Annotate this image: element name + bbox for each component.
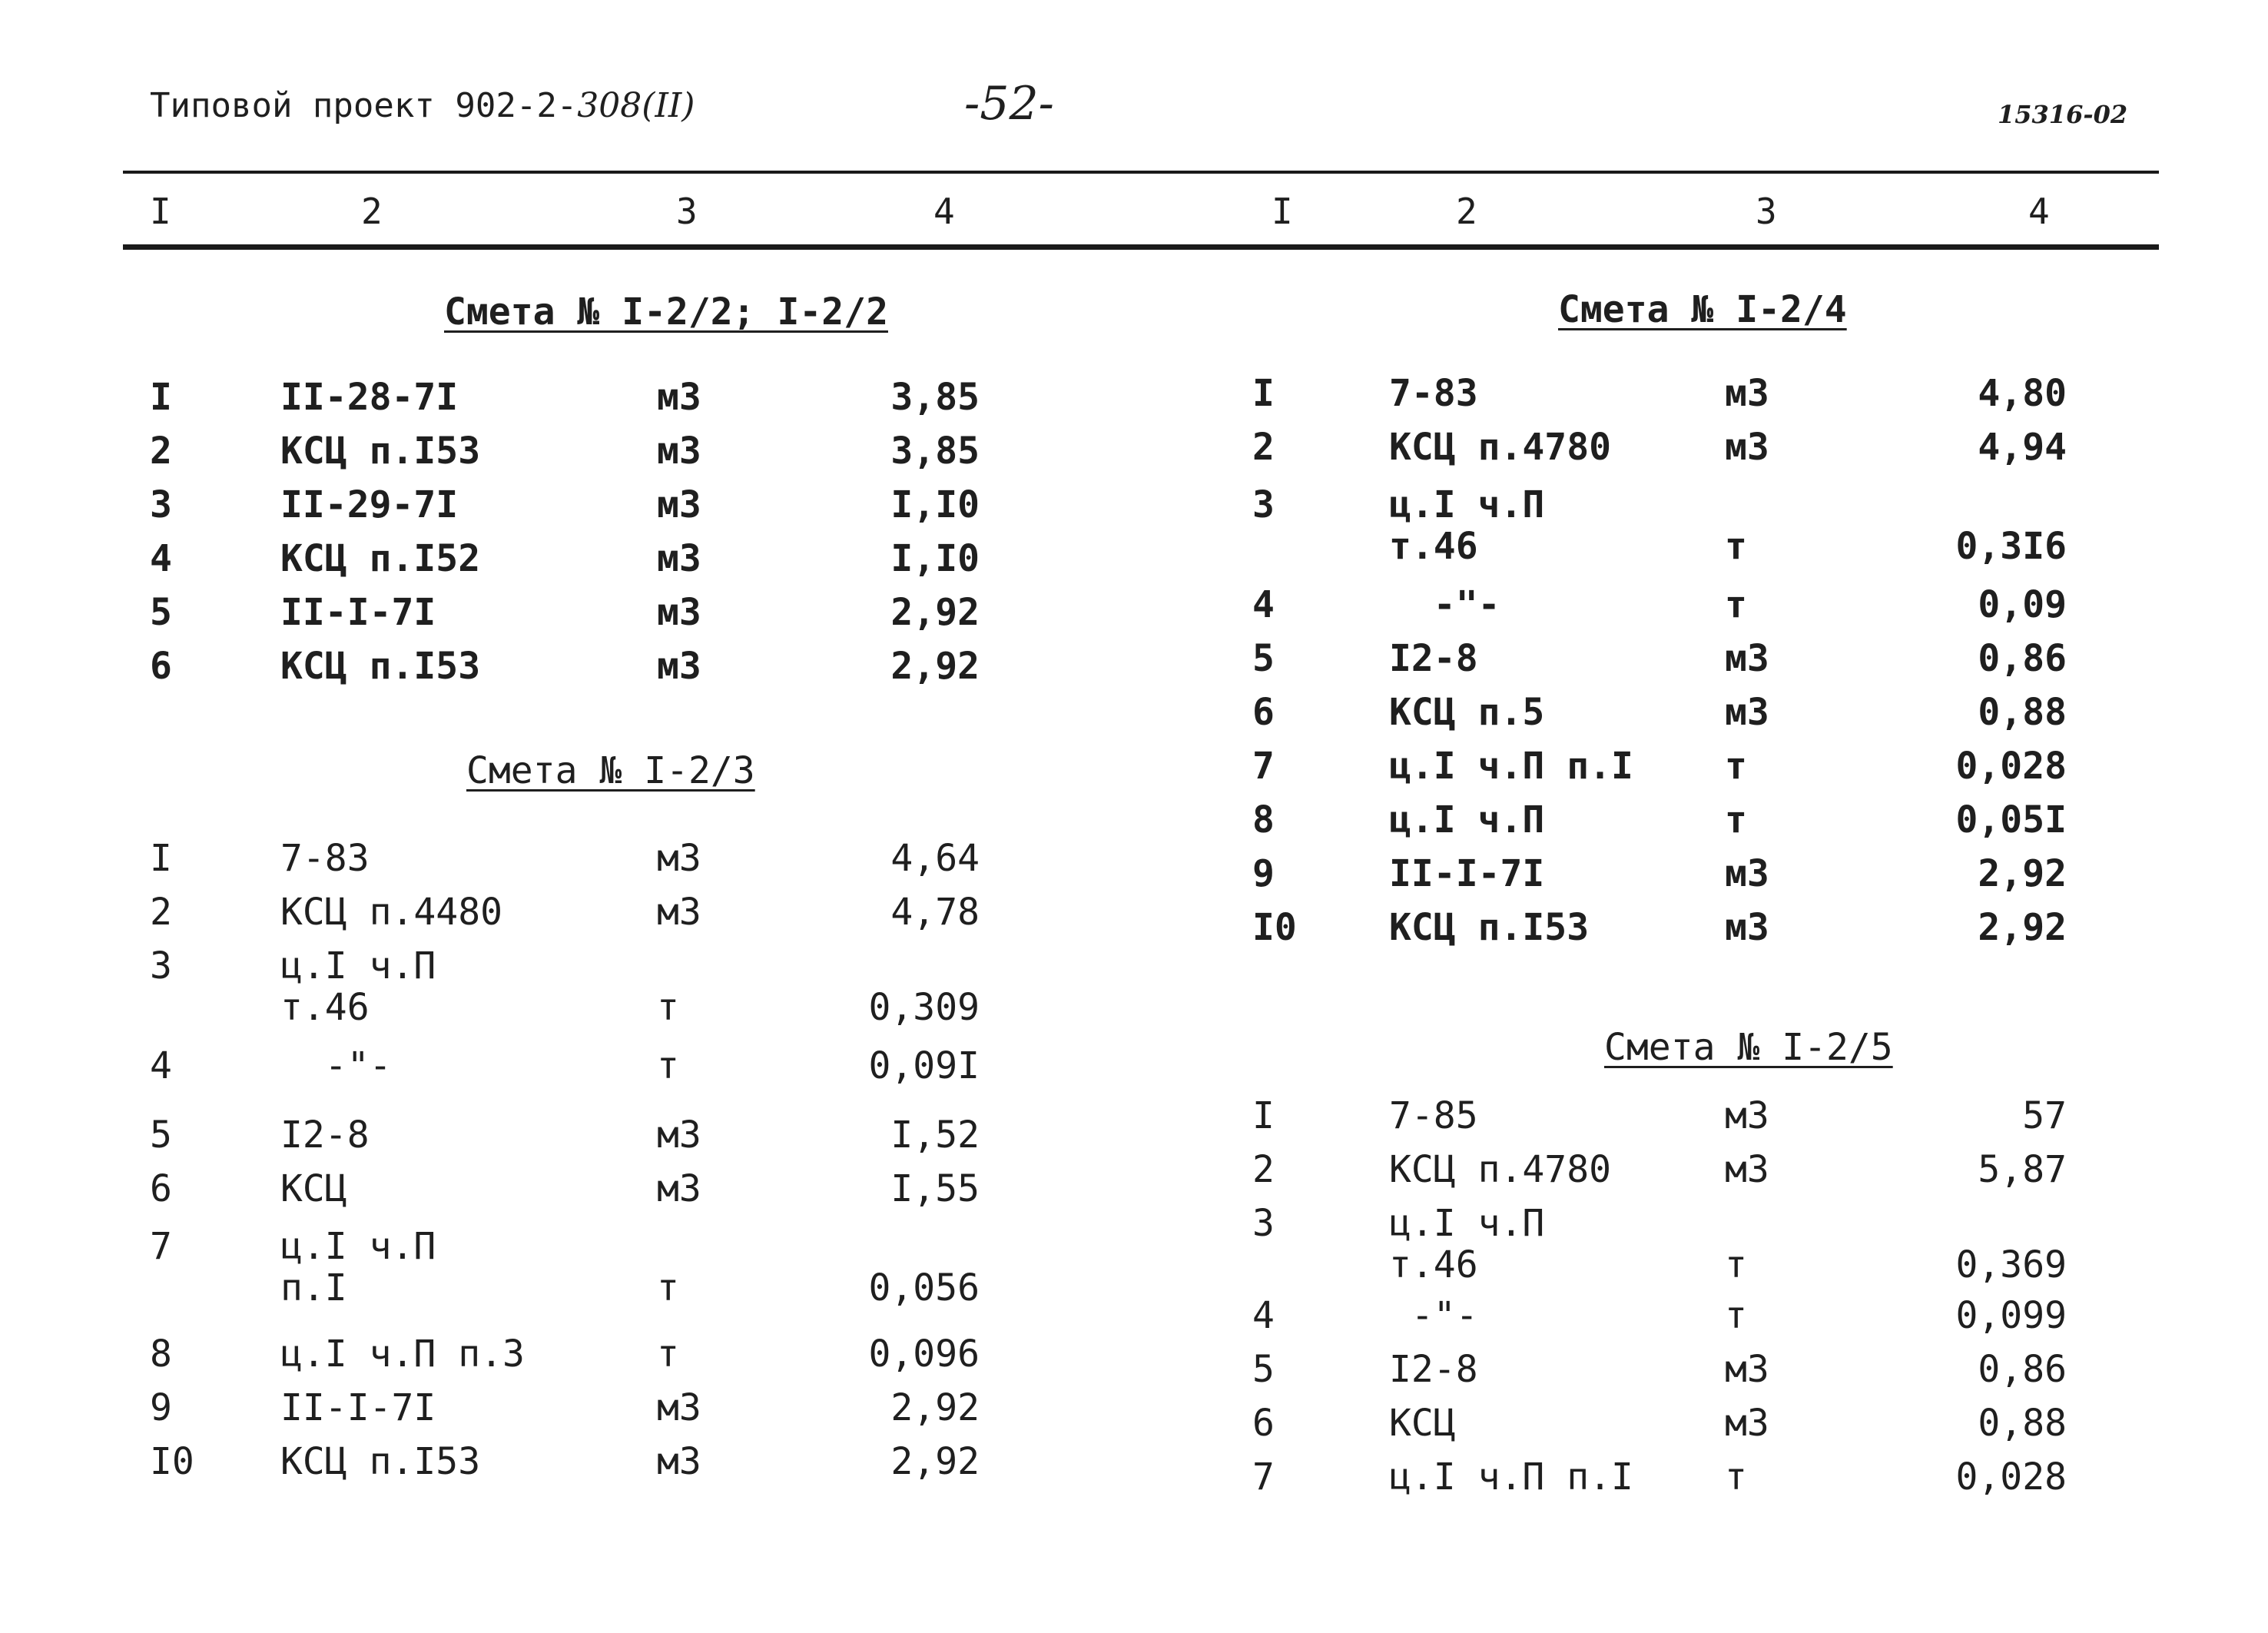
- table-row: [0, 692, 2105, 745]
- row-desc-cell: -"-: [1389, 1294, 1478, 1337]
- table-row: [0, 1045, 1114, 1099]
- section-title-s2: Смета № I-2/3: [466, 749, 755, 792]
- row-num-cell: 2: [150, 891, 172, 934]
- row-unit-cell: т: [1725, 798, 1747, 841]
- row-value-cell: 0,056: [868, 1266, 980, 1309]
- row-value-cell: I,I0: [890, 483, 980, 526]
- row-desc-cell: II-I-7I: [280, 1386, 436, 1429]
- row-value-cell: I,52: [890, 1114, 980, 1157]
- row-desc-cell: II-29-7I: [280, 483, 459, 526]
- row-num-cell: 5: [1252, 1348, 1275, 1391]
- row-value-cell: 4,80: [1978, 372, 2067, 415]
- table-row: [0, 1095, 2105, 1149]
- row-num-cell: I0: [1252, 906, 1297, 949]
- col-header-right-1: I: [1272, 191, 1293, 232]
- row-desc-cell: КСЦ п.I53: [1389, 906, 1590, 949]
- row-unit-cell: м3: [1725, 852, 1769, 895]
- row-desc-cell: ц.I ч.П п.I: [280, 1225, 436, 1309]
- row-num-cell: I0: [150, 1440, 194, 1483]
- row-unit-cell: м3: [1725, 1148, 1769, 1191]
- col-header-right-2: 2: [1456, 191, 1477, 232]
- row-num-cell: 8: [150, 1333, 172, 1376]
- row-value-cell: 0,096: [868, 1333, 980, 1376]
- row-num-cell: 7: [1252, 745, 1275, 788]
- row-num-cell: 5: [1252, 637, 1275, 680]
- header-rule: [123, 244, 2159, 250]
- row-value-cell: 0,028: [1955, 1455, 2067, 1499]
- row-value-cell: 0,028: [1955, 745, 2067, 788]
- table-row: [0, 907, 2105, 961]
- row-num-cell: 4: [1252, 1294, 1275, 1337]
- project-prefix: Типовой проект 902-2-: [150, 86, 578, 125]
- row-unit-cell: т: [1725, 1455, 1747, 1499]
- row-unit-cell: м3: [657, 537, 701, 580]
- row-unit-cell: т: [657, 1266, 679, 1309]
- row-value-cell: 0,3I6: [1955, 525, 2067, 568]
- row-unit-cell: т: [1725, 745, 1747, 788]
- row-num-cell: I: [1252, 1094, 1275, 1137]
- row-desc-cell: 7-85: [1389, 1094, 1478, 1137]
- table-row: [0, 853, 2105, 907]
- row-unit-cell: м3: [1725, 637, 1769, 680]
- row-value-cell: 0,05I: [1955, 798, 2067, 841]
- row-value-cell: 2,92: [890, 645, 980, 688]
- row-desc-cell: КСЦ: [280, 1167, 347, 1210]
- row-value-cell: I,I0: [890, 537, 980, 580]
- row-unit-cell: м3: [657, 645, 701, 688]
- row-desc-cell: 7-83: [280, 837, 370, 880]
- row-num-cell: 4: [150, 537, 172, 580]
- row-unit-cell: м3: [1725, 1402, 1769, 1445]
- row-unit-cell: м3: [657, 1114, 701, 1157]
- row-num-cell: 4: [150, 1044, 172, 1087]
- row-unit-cell: м3: [657, 891, 701, 934]
- row-desc-cell: КСЦ п.5: [1389, 691, 1545, 734]
- row-unit-cell: т: [1725, 583, 1747, 626]
- row-num-cell: 2: [150, 430, 172, 473]
- row-num-cell: 4: [1252, 583, 1275, 626]
- row-unit-cell: м3: [657, 376, 701, 419]
- row-unit-cell: м3: [657, 837, 701, 880]
- row-desc-cell: 7-83: [1389, 372, 1478, 415]
- row-value-cell: 0,88: [1978, 691, 2067, 734]
- row-value-cell: 0,88: [1978, 1402, 2067, 1445]
- row-desc-cell: ц.I ч.П п.3: [280, 1333, 525, 1376]
- row-desc-cell: ц.I ч.П т.46: [1389, 1202, 1545, 1286]
- col-header-right-3: 3: [1756, 191, 1777, 232]
- row-desc-cell: ц.I ч.П: [1389, 798, 1545, 841]
- row-num-cell: 5: [150, 591, 172, 634]
- row-value-cell: 0,86: [1978, 1348, 2067, 1391]
- row-unit-cell: м3: [1725, 1094, 1769, 1137]
- col-header-left-2: 2: [361, 191, 383, 232]
- row-value-cell: 5,87: [1978, 1148, 2067, 1191]
- row-num-cell: I: [150, 837, 172, 880]
- row-unit-cell: м3: [1725, 426, 1769, 469]
- row-unit-cell: м3: [657, 430, 701, 473]
- row-unit-cell: м3: [657, 591, 701, 634]
- row-num-cell: 3: [150, 944, 172, 987]
- row-value-cell: 3,85: [890, 430, 980, 473]
- row-desc-cell: КСЦ п.I53: [280, 645, 481, 688]
- row-num-cell: 3: [1252, 483, 1275, 526]
- row-value-cell: 3,85: [890, 376, 980, 419]
- row-num-cell: 9: [150, 1386, 172, 1429]
- row-unit-cell: т: [657, 1044, 679, 1087]
- row-desc-cell: II-28-7I: [280, 376, 459, 419]
- row-unit-cell: т: [1725, 1294, 1747, 1337]
- table-row: [0, 745, 2105, 799]
- row-unit-cell: м3: [1725, 372, 1769, 415]
- row-desc-cell: КСЦ п.4480: [280, 891, 502, 934]
- row-value-cell: 0,369: [1955, 1243, 2067, 1286]
- project-suffix: 308(II): [577, 86, 695, 125]
- row-num-cell: 9: [1252, 852, 1275, 895]
- row-unit-cell: м3: [1725, 691, 1769, 734]
- col-header-left-1: I: [150, 191, 171, 232]
- table-row: [0, 373, 2105, 427]
- document-code: 15316-02: [1998, 100, 2128, 129]
- col-header-left-4: 4: [933, 191, 955, 232]
- row-num-cell: 3: [1252, 1202, 1275, 1245]
- table-row: [0, 1295, 2105, 1349]
- row-unit-cell: м3: [657, 483, 701, 526]
- row-value-cell: 57: [2022, 1094, 2067, 1137]
- row-unit-cell: т: [1725, 1243, 1747, 1286]
- row-desc-cell: II-I-7I: [1389, 852, 1545, 895]
- row-unit-cell: т: [1725, 525, 1747, 568]
- row-num-cell: 7: [1252, 1455, 1275, 1499]
- section-title-s1: Смета № I-2/2; I-2/2: [444, 290, 888, 334]
- row-unit-cell: м3: [1725, 1348, 1769, 1391]
- row-num-cell: 7: [150, 1225, 172, 1268]
- row-value-cell: 2,92: [1978, 906, 2067, 949]
- table-row: [0, 638, 2105, 692]
- row-num-cell: 6: [150, 645, 172, 688]
- row-unit-cell: т: [657, 1333, 679, 1376]
- row-num-cell: 3: [150, 483, 172, 526]
- row-desc-cell: -"-: [280, 1044, 392, 1087]
- table-row: [0, 1349, 2105, 1402]
- row-unit-cell: м3: [657, 1386, 701, 1429]
- row-value-cell: I,55: [890, 1167, 980, 1210]
- row-value-cell: 4,94: [1978, 426, 2067, 469]
- row-unit-cell: т: [657, 986, 679, 1029]
- row-num-cell: 8: [1252, 798, 1275, 841]
- row-num-cell: 6: [1252, 691, 1275, 734]
- row-num-cell: I: [1252, 372, 1275, 415]
- row-unit-cell: м3: [657, 1167, 701, 1210]
- row-value-cell: 0,309: [868, 986, 980, 1029]
- row-desc-cell: ц.I ч.П т.46: [1389, 483, 1545, 568]
- row-desc-cell: КСЦ п.4780: [1389, 426, 1611, 469]
- row-desc-cell: I2-8: [1389, 1348, 1478, 1391]
- row-desc-cell: ц.I ч.П п.I: [1389, 1455, 1633, 1499]
- row-value-cell: 2,92: [890, 1386, 980, 1429]
- row-desc-cell: КСЦ п.I52: [280, 537, 481, 580]
- row-desc-cell: ц.I ч.П т.46: [280, 944, 436, 1029]
- row-value-cell: 0,09: [1978, 583, 2067, 626]
- row-desc-cell: КСЦ: [1389, 1402, 1456, 1445]
- table-row: [0, 1456, 2105, 1510]
- row-value-cell: 4,78: [890, 891, 980, 934]
- row-num-cell: 6: [1252, 1402, 1275, 1445]
- row-value-cell: 0,09I: [868, 1044, 980, 1087]
- row-num-cell: I: [150, 376, 172, 419]
- table-row: [0, 1149, 2105, 1203]
- col-header-left-3: 3: [676, 191, 698, 232]
- row-desc-cell: II-I-7I: [280, 591, 436, 634]
- top-rule: [123, 171, 2159, 174]
- row-value-cell: 4,64: [890, 837, 980, 880]
- row-num-cell: 2: [1252, 426, 1275, 469]
- section-title-s3: Смета № I-2/4: [1558, 288, 1847, 331]
- row-desc-cell: КСЦ п.I53: [280, 430, 481, 473]
- row-desc-cell: -"-: [1389, 583, 1500, 626]
- col-header-right-4: 4: [2028, 191, 2050, 232]
- project-header: [150, 86, 695, 125]
- row-unit-cell: м3: [657, 1440, 701, 1483]
- row-num-cell: 6: [150, 1167, 172, 1210]
- section-title-s4: Смета № I-2/5: [1604, 1026, 1893, 1069]
- table-row: [0, 799, 2105, 853]
- row-desc-cell: ц.I ч.П п.I: [1389, 745, 1633, 788]
- row-num-cell: 5: [150, 1114, 172, 1157]
- row-value-cell: 0,099: [1955, 1294, 2067, 1337]
- row-value-cell: 2,92: [890, 591, 980, 634]
- row-unit-cell: м3: [1725, 906, 1769, 949]
- table-row: [0, 584, 2105, 638]
- row-value-cell: 2,92: [1978, 852, 2067, 895]
- row-desc-cell: I2-8: [280, 1114, 370, 1157]
- table-row: [0, 1402, 2105, 1456]
- row-desc-cell: КСЦ п.4780: [1389, 1148, 1611, 1191]
- row-value-cell: 2,92: [890, 1440, 980, 1483]
- row-desc-cell: КСЦ п.I53: [280, 1440, 481, 1483]
- page-number: -52-: [964, 77, 1054, 131]
- row-num-cell: 2: [1252, 1148, 1275, 1191]
- row-value-cell: 0,86: [1978, 637, 2067, 680]
- table-row: [0, 427, 2105, 480]
- row-desc-cell: I2-8: [1389, 637, 1478, 680]
